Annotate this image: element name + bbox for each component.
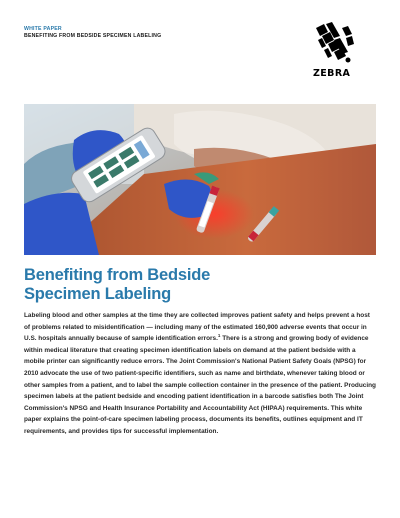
hero-photo (24, 104, 376, 255)
document-type-label: WHITE PAPER (24, 26, 62, 32)
document-subtitle-label: BENEFITING FROM BEDSIDE SPECIMEN LABELING (24, 33, 162, 39)
footnote-marker: 1 (217, 333, 221, 339)
zebra-wordmark: ZEBRA (313, 68, 351, 79)
title-line-1: Benefiting from Bedside (24, 266, 211, 284)
zebra-head-icon (312, 22, 356, 66)
document-header (24, 26, 161, 40)
body-paragraph (24, 310, 376, 438)
title-line-2: Specimen Labeling (24, 284, 171, 303)
page-title (24, 266, 364, 303)
zebra-logo (312, 22, 358, 84)
body-text-part-1: Labeling blood and other samples at the time they are collected improves patient safety and helps prevent a host of problems related to misidentification — including many of the estimated 160,900 adverse events that occur in U.S. hospitals annually because of sample identification errors. (24, 312, 370, 343)
body-text-part-2: There is a strong and growing body of evidence within medical literature that creating specimen identification labels on demand at the patient bedside with a mobile printer can significantly reduce errors. The Joint Commission's National Patient Safety Goals (NPSG) for 2010 advocate the use of two patient-specific identifiers, such as name and birthdate, whenever taking blood or other samples from a patient, and to label the sample collection container in the presence of the patient. Producing specimen labels at the patient bedside and encoding patient identification in a barcode satisfies both The Joint Commission's NPSG and Health Insurance Portability and Accountability Act (HIPAA) requirements. This white paper explains the point-of-care specimen labeling process, documents its benefits, outlines equipment and IT requirements, and provides tips for successful implementation. (24, 335, 376, 435)
bedside-labeling-photo (24, 104, 376, 255)
